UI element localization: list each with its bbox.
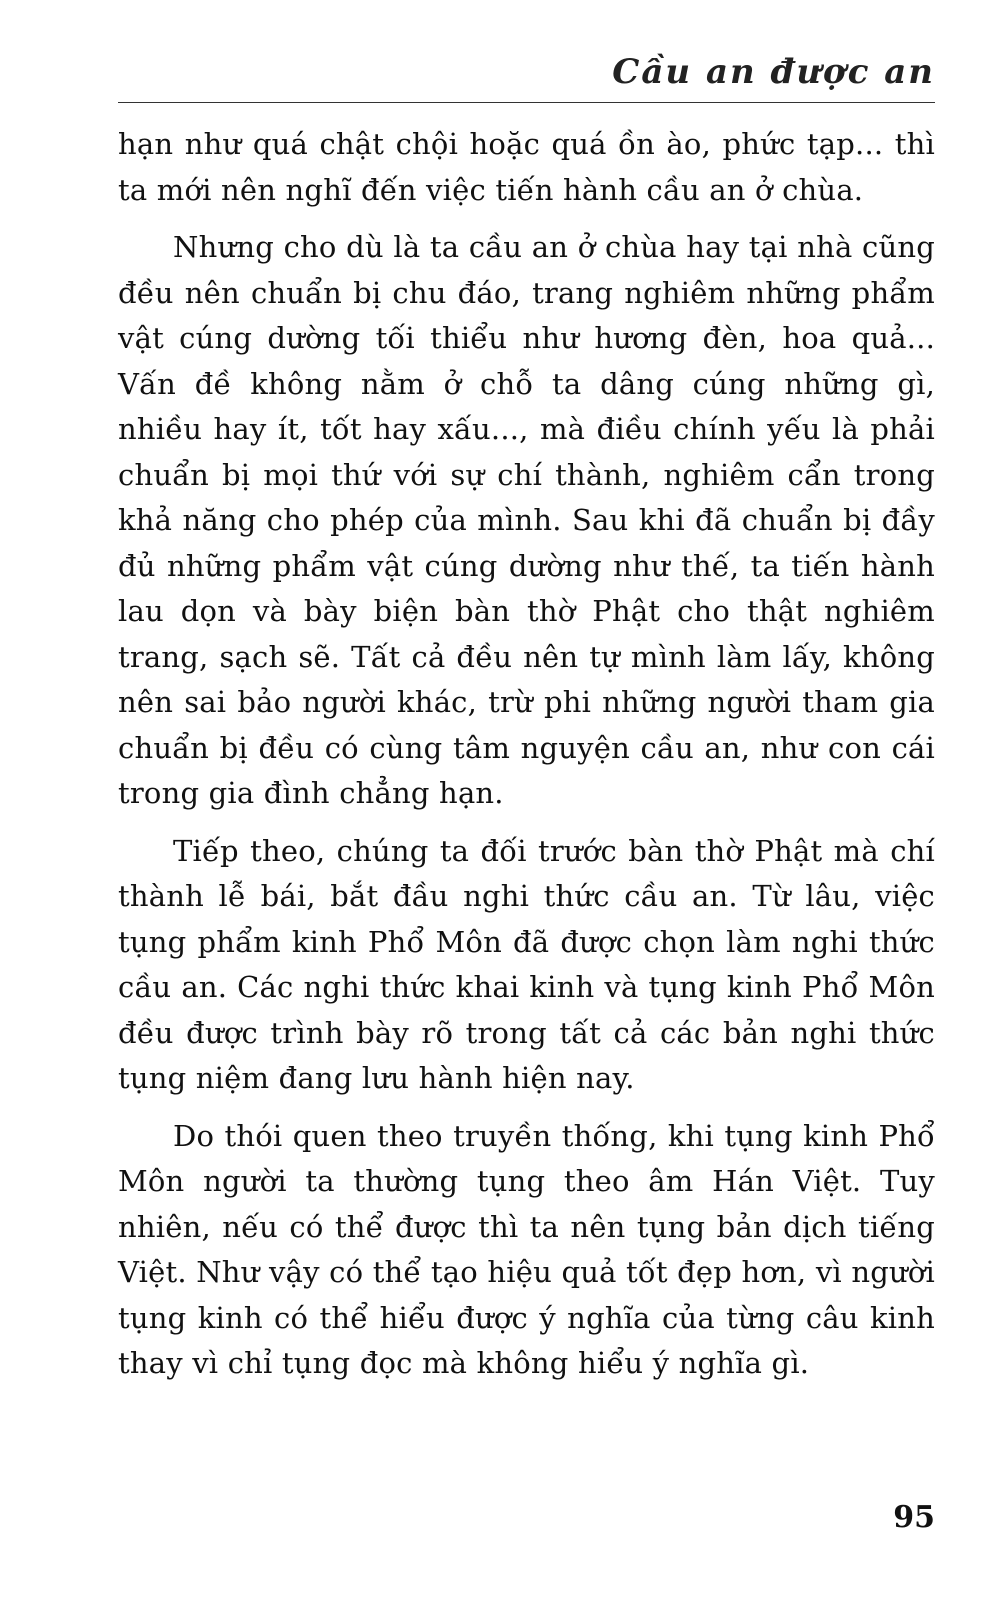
paragraph-continuation: hạn như quá chật chội hoặc quá ồn ào, phức tạp... thì ta mới nên nghĩ đến việc tiến hành cầu an ở chùa. <box>118 127 935 207</box>
paragraph: Do thói quen theo truyền thống, khi tụng kinh Phổ Môn người ta thường tụng theo âm Hán Việt. Tuy nhiên, nếu có thể được thì ta nên tụng bản dịch tiếng Việt. Như vậy có thể tạo hiệu quả tốt đẹp hơn, vì người tụng kinh có thể hiểu được ý nghĩa của từng câu kinh thay vì chỉ tụng đọc mà không hiểu ý nghĩa gì. <box>118 1118 935 1380</box>
running-head-title: Cầu an được an <box>612 52 935 92</box>
body-text <box>118 122 935 1399</box>
header-divider <box>118 102 935 103</box>
paragraph: Tiếp theo, chúng ta đối trước bàn thờ Phật mà chí thành lễ bái, bắt đầu nghi thức cầu an. Từ lâu, việc tụng phẩm kinh Phổ Môn đã được chọn làm nghi thức cầu an. Các nghi thức khai kinh và tụng kinh Phổ Môn đều được trình bày rõ trong tất cả các bản nghi thức tụng niệm đang lưu hành hiện nay. <box>118 833 935 1095</box>
page-number: 95 <box>893 1500 935 1535</box>
paragraph: Nhưng cho dù là ta cầu an ở chùa hay tại nhà cũng đều nên chuẩn bị chu đáo, trang nghiêm những phẩm vật cúng dường tối thiểu như hương đèn, hoa quả... Vấn đề không nằm ở chỗ ta dâng cúng những gì, nhiều hay ít, tốt hay xấu..., mà điều chính yếu là phải chuẩn bị mọi thứ với sự chí thành, nghiêm cẩn trong khả năng cho phép của mình. Sau khi đã chuẩn bị đầy đủ những phẩm vật cúng dường như thế, ta tiến hành lau dọn và bày biện bàn thờ Phật cho thật nghiêm trang, sạch sẽ. Tất cả đều nên tự mình làm lấy, không nên sai bảo người khác, trừ phi những người tham gia chuẩn bị đều có cùng tâm nguyện cầu an, như con cái trong gia đình chẳng hạn. <box>118 230 935 810</box>
